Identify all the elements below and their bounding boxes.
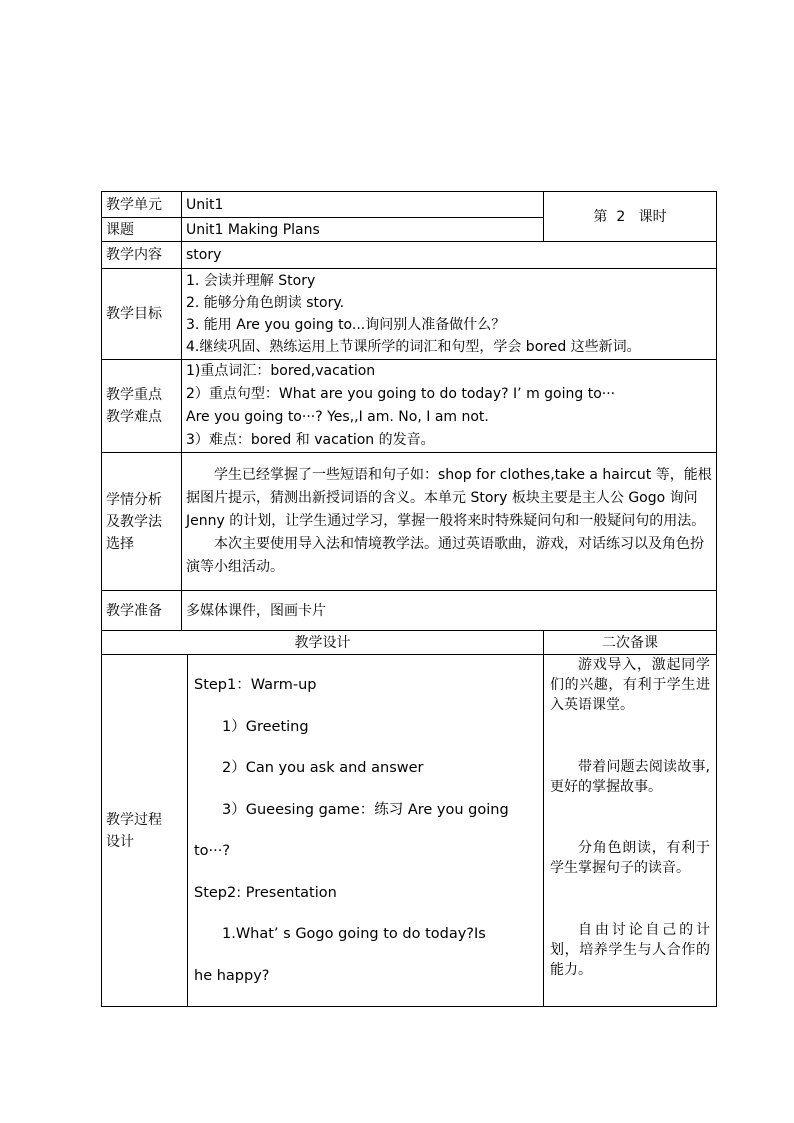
process-note: 自由讨论自己的计划，培养学生与人合作的能力。 bbox=[550, 922, 710, 978]
preparation-value: 多媒体课件，图画卡片 bbox=[182, 591, 717, 631]
keypoints-list bbox=[182, 360, 717, 453]
content-row bbox=[102, 242, 717, 269]
lesson-number-prefix: 第 bbox=[593, 208, 608, 225]
objectives-label: 教学目标 bbox=[102, 269, 182, 360]
analysis-label-line: 及教学法 bbox=[106, 513, 162, 530]
keypoint-item: 3）难点：bored 和 vacation 的发音。 bbox=[186, 432, 435, 448]
process-label-line: 设计 bbox=[106, 833, 134, 850]
analysis-label-line: 学情分析 bbox=[106, 491, 162, 508]
objectives-row bbox=[102, 269, 717, 360]
process-note: 游戏导入，激起同学们的兴趣，有利于学生进入英语课堂。 bbox=[550, 657, 710, 713]
objective-item: 4.继续巩固、熟练运用上节课所学的词汇和句型，学会 bored 这些新词。 bbox=[186, 339, 641, 355]
process-step-item: 1）Greeting bbox=[222, 718, 309, 735]
process-notes bbox=[544, 655, 717, 1007]
process-step-continuation: he happy? bbox=[194, 967, 270, 984]
process-step-continuation: to···? bbox=[194, 843, 231, 859]
process-row bbox=[102, 655, 717, 1007]
process-note: 分角色朗读，有利于学生掌握句子的读音。 bbox=[550, 840, 710, 876]
process-step-heading: Step2: Presentation bbox=[194, 884, 337, 901]
process-step-heading: Step1：Warm-up bbox=[194, 677, 317, 693]
difficulties-label-line: 教学难点 bbox=[106, 409, 162, 425]
unit-value: Unit1 bbox=[182, 192, 544, 218]
objective-item: 3. 能用 Are you going to...询问别人准备做什么？ bbox=[186, 317, 506, 333]
process-note: 带着问题去阅读故事,更好的掌握故事。 bbox=[550, 759, 710, 795]
process-label-line: 教学过程 bbox=[106, 811, 162, 828]
analysis-text bbox=[182, 453, 717, 591]
process-steps bbox=[188, 655, 544, 1007]
analysis-label-line: 选择 bbox=[106, 535, 134, 552]
lesson-number-suffix: 课时 bbox=[638, 208, 667, 225]
lesson-plan-table bbox=[101, 191, 717, 1007]
design-header-right: 二次备课 bbox=[544, 631, 717, 655]
objectives-list bbox=[182, 269, 717, 360]
keypoints-label-line: 教学重点 bbox=[106, 387, 162, 403]
keypoint-item: 1)重点词汇：bored,vacation bbox=[186, 363, 376, 379]
lesson-number-value: 2 bbox=[616, 208, 626, 225]
content-label: 教学内容 bbox=[102, 242, 182, 269]
analysis-paragraph: 学生已经掌握了一些短语和句子如：shop for clothes,take a haircut 等，能根据图片提示，猜测出新授词语的含义。本单元 Story 板块主要是主人公 Gogo 询问 Jenny 的计划，让学生通过学习，掌握一般将来时特殊疑问句和一般疑问句的用法。 bbox=[186, 467, 712, 529]
objective-item: 2. 能够分角色朗读 story. bbox=[186, 295, 345, 311]
analysis-label bbox=[102, 453, 182, 591]
preparation-label: 教学准备 bbox=[102, 591, 182, 631]
process-step-item: 3）Gueesing game：练习 Are you going bbox=[222, 801, 509, 818]
design-header-left: 教学设计 bbox=[102, 631, 544, 655]
topic-label: 课题 bbox=[102, 218, 182, 242]
keypoints-label bbox=[102, 360, 182, 453]
keypoint-item: 2）重点句型：What are you going to do today? I’ m going to··· bbox=[186, 386, 616, 402]
process-step-item: 1.What’ s Gogo going to do today?Is bbox=[222, 926, 486, 942]
content-value: story bbox=[182, 242, 717, 269]
keypoint-item: Are you going to···? Yes,,I am. No, I am not. bbox=[186, 409, 489, 425]
unit-row bbox=[102, 192, 717, 218]
analysis-paragraph: 本次主要使用导入法和情境教学法。通过英语歌曲，游戏，对话练习以及角色扮演等小组活动。 bbox=[186, 536, 704, 575]
design-header-row bbox=[102, 631, 717, 655]
analysis-row bbox=[102, 453, 717, 591]
topic-value: Unit1 Making Plans bbox=[182, 218, 544, 242]
lesson-number bbox=[544, 192, 717, 242]
keypoints-row bbox=[102, 360, 717, 453]
unit-label: 教学单元 bbox=[102, 192, 182, 218]
process-step-item: 2）Can you ask and answer bbox=[222, 760, 424, 776]
preparation-row bbox=[102, 591, 717, 631]
objective-item: 1. 会读并理解 Story bbox=[186, 273, 316, 289]
process-label bbox=[102, 655, 188, 1007]
